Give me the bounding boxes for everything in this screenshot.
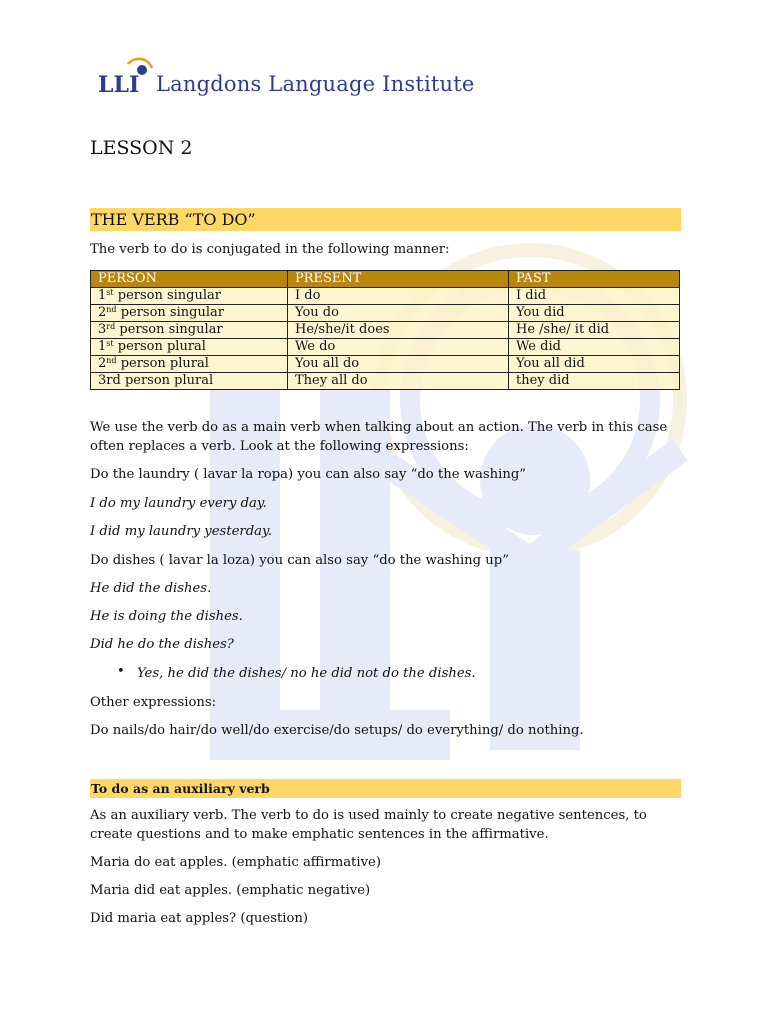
present-cell: I do: [288, 288, 509, 305]
lesson-title: LESSON 2: [90, 137, 193, 159]
dishes-expression: Do dishes ( lavar la loza) you can also say “do the washing up”: [90, 553, 509, 568]
past-cell: We did: [509, 339, 680, 356]
example-sentence: Did maria eat apples? (question): [90, 911, 309, 926]
other-expressions-list: Do nails/do hair/do well/do exercise/do setups/ do everything/ do nothing.: [90, 723, 584, 738]
institute-name: Langdons Language Institute: [156, 72, 475, 96]
past-cell: He /she/ it did: [509, 322, 680, 339]
past-cell: they did: [509, 373, 680, 390]
person-cell: 1st person singular: [91, 288, 288, 305]
person-cell: 2nd person singular: [91, 305, 288, 322]
column-header: PERSON: [91, 271, 288, 288]
present-cell: You do: [288, 305, 509, 322]
example-sentence: Did he do the dishes?: [90, 637, 234, 652]
person-cell: 2nd person plural: [91, 356, 288, 373]
paragraph-line: We use the verb do as a main verb when talking about an action. The verb in this case: [90, 420, 668, 435]
table-row: [91, 373, 680, 390]
past-cell: I did: [509, 288, 680, 305]
past-cell: You did: [509, 305, 680, 322]
example-sentence: I did my laundry yesterday.: [90, 524, 272, 539]
column-header: PAST: [509, 271, 680, 288]
table-row: [91, 288, 680, 305]
example-sentence: I do my laundry every day.: [90, 496, 267, 511]
table-row: [91, 356, 680, 373]
laundry-expression: Do the laundry ( lavar la ropa) you can also say “do the washing”: [90, 467, 526, 482]
person-cell: 3rd person singular: [91, 322, 288, 339]
person-cell: 1st person plural: [91, 339, 288, 356]
present-cell: He/she/it does: [288, 322, 509, 339]
example-sentence: He did the dishes.: [90, 581, 212, 596]
table-row: [91, 305, 680, 322]
bullet-item: Yes, he did the dishes/ no he did not do the dishes.: [137, 666, 476, 681]
lli-logo-icon: [98, 54, 154, 96]
paragraph-line: often replaces a verb. Look at the following expressions:: [90, 439, 469, 454]
intro-text: The verb to do is conjugated in the following manner:: [90, 242, 450, 257]
section-heading-auxiliary: To do as an auxiliary verb: [90, 779, 681, 798]
other-expressions-label: Other expressions:: [90, 695, 217, 710]
example-sentence: Maria do eat apples. (emphatic affirmative): [90, 855, 381, 870]
logo-letters: LLI: [98, 72, 140, 96]
column-header: PRESENT: [288, 271, 509, 288]
past-cell: You all did: [509, 356, 680, 373]
section-heading-verb-to-do: THE VERB “TO DO”: [90, 208, 681, 231]
table-row: [91, 322, 680, 339]
person-cell: 3rd person plural: [91, 373, 288, 390]
example-sentence: Maria did eat apples. (emphatic negative): [90, 883, 371, 898]
paragraph-line: create questions and to make emphatic sentences in the affirmative.: [90, 827, 549, 842]
present-cell: We do: [288, 339, 509, 356]
conjugation-table: [90, 270, 680, 390]
example-sentence: He is doing the dishes.: [90, 609, 243, 624]
present-cell: You all do: [288, 356, 509, 373]
paragraph-line: As an auxiliary verb. The verb to do is used mainly to create negative sentences, to: [90, 808, 647, 823]
table-header-row: [91, 271, 680, 288]
present-cell: They all do: [288, 373, 509, 390]
table-row: [91, 339, 680, 356]
bullet-icon: •: [117, 664, 125, 679]
